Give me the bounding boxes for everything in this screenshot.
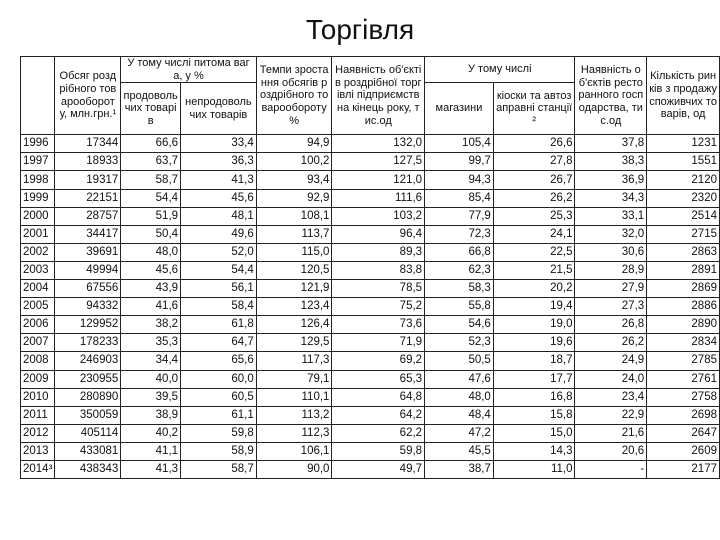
cell-retail-outlets: 64,8 bbox=[332, 388, 425, 406]
cell-year: 2014³ bbox=[21, 460, 55, 478]
table-row bbox=[21, 460, 720, 478]
cell-shops: 38,7 bbox=[425, 460, 494, 478]
cell-kiosks: 16,8 bbox=[493, 388, 575, 406]
cell-retail-volume: 280890 bbox=[55, 388, 121, 406]
cell-nonfood-share: 58,7 bbox=[181, 460, 257, 478]
cell-restaurants: 27,9 bbox=[575, 280, 647, 298]
table-row bbox=[21, 243, 720, 261]
cell-nonfood-share: 56,1 bbox=[181, 280, 257, 298]
table-row bbox=[21, 334, 720, 352]
cell-restaurants: 22,9 bbox=[575, 406, 647, 424]
cell-restaurants: 38,3 bbox=[575, 153, 647, 171]
header-food-share: продовольчих товарів bbox=[121, 83, 181, 135]
cell-shops: 99,7 bbox=[425, 153, 494, 171]
cell-year: 2006 bbox=[21, 316, 55, 334]
cell-growth-rate: 110,1 bbox=[256, 388, 332, 406]
cell-restaurants: 36,9 bbox=[575, 171, 647, 189]
cell-nonfood-share: 59,8 bbox=[181, 424, 257, 442]
cell-markets: 2886 bbox=[647, 298, 720, 316]
cell-growth-rate: 123,4 bbox=[256, 298, 332, 316]
table-row bbox=[21, 261, 720, 279]
cell-kiosks: 18,7 bbox=[493, 352, 575, 370]
cell-markets: 2609 bbox=[647, 442, 720, 460]
cell-growth-rate: 120,5 bbox=[256, 261, 332, 279]
table-row bbox=[21, 424, 720, 442]
cell-retail-outlets: 65,3 bbox=[332, 370, 425, 388]
cell-food-share: 38,2 bbox=[121, 316, 181, 334]
cell-growth-rate: 121,9 bbox=[256, 280, 332, 298]
cell-shops: 50,5 bbox=[425, 352, 494, 370]
cell-year: 2001 bbox=[21, 225, 55, 243]
table-row bbox=[21, 135, 720, 153]
cell-year: 2012 bbox=[21, 424, 55, 442]
cell-kiosks: 24,1 bbox=[493, 225, 575, 243]
cell-shops: 58,3 bbox=[425, 280, 494, 298]
cell-nonfood-share: 60,5 bbox=[181, 388, 257, 406]
cell-markets: 2785 bbox=[647, 352, 720, 370]
cell-retail-volume: 18933 bbox=[55, 153, 121, 171]
cell-nonfood-share: 52,0 bbox=[181, 243, 257, 261]
cell-growth-rate: 126,4 bbox=[256, 316, 332, 334]
trade-statistics-table bbox=[20, 56, 720, 479]
cell-growth-rate: 79,1 bbox=[256, 370, 332, 388]
cell-retail-outlets: 103,2 bbox=[332, 207, 425, 225]
cell-retail-outlets: 89,3 bbox=[332, 243, 425, 261]
cell-growth-rate: 113,7 bbox=[256, 225, 332, 243]
cell-growth-rate: 129,5 bbox=[256, 334, 332, 352]
cell-markets: 1231 bbox=[647, 135, 720, 153]
cell-restaurants: 24,0 bbox=[575, 370, 647, 388]
table-row bbox=[21, 225, 720, 243]
cell-kiosks: 25,3 bbox=[493, 207, 575, 225]
page-title: Торгівля bbox=[305, 14, 415, 45]
cell-kiosks: 19,6 bbox=[493, 334, 575, 352]
table-row bbox=[21, 298, 720, 316]
cell-restaurants: 37,8 bbox=[575, 135, 647, 153]
cell-shops: 55,8 bbox=[425, 298, 494, 316]
cell-food-share: 40,0 bbox=[121, 370, 181, 388]
cell-growth-rate: 106,1 bbox=[256, 442, 332, 460]
cell-retail-outlets: 127,5 bbox=[332, 153, 425, 171]
cell-nonfood-share: 58,9 bbox=[181, 442, 257, 460]
header-growth-rate: Темпи зростання обсягів роздрібного товарообороту % bbox=[256, 57, 332, 135]
cell-markets: 2177 bbox=[647, 460, 720, 478]
cell-year: 2003 bbox=[21, 261, 55, 279]
cell-nonfood-share: 60,0 bbox=[181, 370, 257, 388]
cell-shops: 62,3 bbox=[425, 261, 494, 279]
cell-retail-volume: 178233 bbox=[55, 334, 121, 352]
table-row bbox=[21, 316, 720, 334]
cell-markets: 2120 bbox=[647, 171, 720, 189]
cell-markets: 2647 bbox=[647, 424, 720, 442]
cell-shops: 94,3 bbox=[425, 171, 494, 189]
cell-retail-volume: 230955 bbox=[55, 370, 121, 388]
cell-retail-volume: 19317 bbox=[55, 171, 121, 189]
cell-year: 2009 bbox=[21, 370, 55, 388]
cell-food-share: 40,2 bbox=[121, 424, 181, 442]
cell-retail-outlets: 73,6 bbox=[332, 316, 425, 334]
cell-retail-volume: 246903 bbox=[55, 352, 121, 370]
cell-retail-volume: 39691 bbox=[55, 243, 121, 261]
cell-retail-volume: 17344 bbox=[55, 135, 121, 153]
cell-year: 1998 bbox=[21, 171, 55, 189]
cell-kiosks: 15,8 bbox=[493, 406, 575, 424]
cell-food-share: 45,6 bbox=[121, 261, 181, 279]
cell-year: 2002 bbox=[21, 243, 55, 261]
cell-food-share: 48,0 bbox=[121, 243, 181, 261]
cell-retail-outlets: 83,8 bbox=[332, 261, 425, 279]
cell-growth-rate: 112,3 bbox=[256, 424, 332, 442]
cell-kiosks: 14,3 bbox=[493, 442, 575, 460]
cell-restaurants: 34,3 bbox=[575, 189, 647, 207]
cell-retail-outlets: 71,9 bbox=[332, 334, 425, 352]
cell-retail-outlets: 111,6 bbox=[332, 189, 425, 207]
cell-retail-outlets: 78,5 bbox=[332, 280, 425, 298]
cell-shops: 48,0 bbox=[425, 388, 494, 406]
header-share-group: У тому числі питома вага, у % bbox=[121, 57, 256, 83]
cell-food-share: 63,7 bbox=[121, 153, 181, 171]
cell-year: 1999 bbox=[21, 189, 55, 207]
cell-food-share: 54,4 bbox=[121, 189, 181, 207]
header-retail-volume: Обсяг роздрібного товарообороту, млн.грн.¹ bbox=[55, 57, 121, 135]
cell-food-share: 41,6 bbox=[121, 298, 181, 316]
header-retail-outlets: Наявність об'єктів роздрібної торгівлі підприємств на кінець року, тис.од bbox=[332, 57, 425, 135]
cell-markets: 1551 bbox=[647, 153, 720, 171]
cell-retail-volume: 350059 bbox=[55, 406, 121, 424]
cell-retail-outlets: 64,2 bbox=[332, 406, 425, 424]
cell-restaurants: 30,6 bbox=[575, 243, 647, 261]
header-year bbox=[21, 57, 55, 135]
cell-nonfood-share: 33,4 bbox=[181, 135, 257, 153]
cell-nonfood-share: 36,3 bbox=[181, 153, 257, 171]
cell-food-share: 66,6 bbox=[121, 135, 181, 153]
cell-restaurants: 33,1 bbox=[575, 207, 647, 225]
cell-nonfood-share: 58,4 bbox=[181, 298, 257, 316]
cell-retail-outlets: 132,0 bbox=[332, 135, 425, 153]
table-body bbox=[21, 135, 720, 479]
cell-year: 2005 bbox=[21, 298, 55, 316]
cell-retail-outlets: 96,4 bbox=[332, 225, 425, 243]
cell-food-share: 41,1 bbox=[121, 442, 181, 460]
cell-nonfood-share: 48,1 bbox=[181, 207, 257, 225]
cell-shops: 45,5 bbox=[425, 442, 494, 460]
cell-nonfood-share: 64,7 bbox=[181, 334, 257, 352]
cell-markets: 2758 bbox=[647, 388, 720, 406]
cell-growth-rate: 100,2 bbox=[256, 153, 332, 171]
cell-markets: 2891 bbox=[647, 261, 720, 279]
cell-nonfood-share: 45,6 bbox=[181, 189, 257, 207]
cell-food-share: 51,9 bbox=[121, 207, 181, 225]
cell-retail-volume: 67556 bbox=[55, 280, 121, 298]
cell-food-share: 43,9 bbox=[121, 280, 181, 298]
table-row bbox=[21, 189, 720, 207]
cell-growth-rate: 93,4 bbox=[256, 171, 332, 189]
cell-shops: 54,6 bbox=[425, 316, 494, 334]
cell-markets: 2698 bbox=[647, 406, 720, 424]
cell-nonfood-share: 41,3 bbox=[181, 171, 257, 189]
cell-kiosks: 19,0 bbox=[493, 316, 575, 334]
cell-kiosks: 26,6 bbox=[493, 135, 575, 153]
cell-retail-volume: 438343 bbox=[55, 460, 121, 478]
cell-markets: 2514 bbox=[647, 207, 720, 225]
cell-nonfood-share: 61,8 bbox=[181, 316, 257, 334]
cell-retail-outlets: 49,7 bbox=[332, 460, 425, 478]
cell-growth-rate: 94,9 bbox=[256, 135, 332, 153]
cell-restaurants: 24,9 bbox=[575, 352, 647, 370]
cell-kiosks: 26,2 bbox=[493, 189, 575, 207]
header-nonfood-share: непродовольчих товарів bbox=[181, 83, 257, 135]
cell-kiosks: 15,0 bbox=[493, 424, 575, 442]
header-including-group: У тому числі bbox=[425, 57, 575, 83]
cell-restaurants: 23,4 bbox=[575, 388, 647, 406]
cell-growth-rate: 117,3 bbox=[256, 352, 332, 370]
cell-growth-rate: 108,1 bbox=[256, 207, 332, 225]
cell-year: 1996 bbox=[21, 135, 55, 153]
cell-year: 2007 bbox=[21, 334, 55, 352]
cell-markets: 2761 bbox=[647, 370, 720, 388]
table-row bbox=[21, 388, 720, 406]
cell-retail-volume: 94332 bbox=[55, 298, 121, 316]
cell-markets: 2869 bbox=[647, 280, 720, 298]
header-shops: магазини bbox=[425, 83, 494, 135]
cell-markets: 2320 bbox=[647, 189, 720, 207]
cell-kiosks: 17,7 bbox=[493, 370, 575, 388]
table-row bbox=[21, 153, 720, 171]
cell-year: 2013 bbox=[21, 442, 55, 460]
cell-retail-outlets: 121,0 bbox=[332, 171, 425, 189]
cell-growth-rate: 113,2 bbox=[256, 406, 332, 424]
cell-shops: 105,4 bbox=[425, 135, 494, 153]
cell-retail-volume: 433081 bbox=[55, 442, 121, 460]
cell-nonfood-share: 65,6 bbox=[181, 352, 257, 370]
cell-nonfood-share: 61,1 bbox=[181, 406, 257, 424]
cell-year: 1997 bbox=[21, 153, 55, 171]
cell-restaurants: 26,2 bbox=[575, 334, 647, 352]
cell-retail-volume: 129952 bbox=[55, 316, 121, 334]
table-row bbox=[21, 207, 720, 225]
cell-shops: 52,3 bbox=[425, 334, 494, 352]
table-row bbox=[21, 370, 720, 388]
cell-food-share: 39,5 bbox=[121, 388, 181, 406]
cell-retail-outlets: 62,2 bbox=[332, 424, 425, 442]
cell-retail-outlets: 75,2 bbox=[332, 298, 425, 316]
cell-food-share: 58,7 bbox=[121, 171, 181, 189]
cell-food-share: 34,4 bbox=[121, 352, 181, 370]
cell-food-share: 50,4 bbox=[121, 225, 181, 243]
cell-retail-outlets: 59,8 bbox=[332, 442, 425, 460]
cell-food-share: 38,9 bbox=[121, 406, 181, 424]
cell-year: 2010 bbox=[21, 388, 55, 406]
table-row bbox=[21, 406, 720, 424]
cell-kiosks: 20,2 bbox=[493, 280, 575, 298]
cell-shops: 48,4 bbox=[425, 406, 494, 424]
cell-food-share: 35,3 bbox=[121, 334, 181, 352]
cell-restaurants: 26,8 bbox=[575, 316, 647, 334]
cell-shops: 77,9 bbox=[425, 207, 494, 225]
cell-shops: 72,3 bbox=[425, 225, 494, 243]
cell-markets: 2863 bbox=[647, 243, 720, 261]
cell-markets: 2834 bbox=[647, 334, 720, 352]
table-row bbox=[21, 352, 720, 370]
cell-retail-volume: 22151 bbox=[55, 189, 121, 207]
cell-shops: 47,6 bbox=[425, 370, 494, 388]
header-markets: Кількість ринків з продажу споживчих товарів, од bbox=[647, 57, 720, 135]
cell-shops: 85,4 bbox=[425, 189, 494, 207]
cell-kiosks: 22,5 bbox=[493, 243, 575, 261]
table-row bbox=[21, 280, 720, 298]
cell-year: 2008 bbox=[21, 352, 55, 370]
table-row bbox=[21, 171, 720, 189]
cell-markets: 2715 bbox=[647, 225, 720, 243]
cell-growth-rate: 92,9 bbox=[256, 189, 332, 207]
cell-year: 2000 bbox=[21, 207, 55, 225]
cell-restaurants: 21,6 bbox=[575, 424, 647, 442]
cell-restaurants: - bbox=[575, 460, 647, 478]
cell-shops: 47,2 bbox=[425, 424, 494, 442]
cell-restaurants: 20,6 bbox=[575, 442, 647, 460]
cell-growth-rate: 90,0 bbox=[256, 460, 332, 478]
cell-kiosks: 27,8 bbox=[493, 153, 575, 171]
cell-restaurants: 27,3 bbox=[575, 298, 647, 316]
cell-nonfood-share: 49,6 bbox=[181, 225, 257, 243]
table-row bbox=[21, 442, 720, 460]
cell-retail-volume: 49994 bbox=[55, 261, 121, 279]
cell-kiosks: 19,4 bbox=[493, 298, 575, 316]
cell-kiosks: 21,5 bbox=[493, 261, 575, 279]
cell-restaurants: 28,9 bbox=[575, 261, 647, 279]
cell-food-share: 41,3 bbox=[121, 460, 181, 478]
cell-year: 2011 bbox=[21, 406, 55, 424]
cell-nonfood-share: 54,4 bbox=[181, 261, 257, 279]
cell-retail-volume: 405114 bbox=[55, 424, 121, 442]
header-restaurants: Наявність об'єктів ресторанного господарства, тис.од bbox=[575, 57, 647, 135]
cell-retail-volume: 28757 bbox=[55, 207, 121, 225]
cell-kiosks: 11,0 bbox=[493, 460, 575, 478]
cell-kiosks: 26,7 bbox=[493, 171, 575, 189]
cell-retail-outlets: 69,2 bbox=[332, 352, 425, 370]
cell-year: 2004 bbox=[21, 280, 55, 298]
cell-growth-rate: 115,0 bbox=[256, 243, 332, 261]
cell-shops: 66,8 bbox=[425, 243, 494, 261]
cell-restaurants: 32,0 bbox=[575, 225, 647, 243]
cell-markets: 2890 bbox=[647, 316, 720, 334]
header-kiosks: кіоски та автозаправні станції ² bbox=[493, 83, 575, 135]
cell-retail-volume: 34417 bbox=[55, 225, 121, 243]
